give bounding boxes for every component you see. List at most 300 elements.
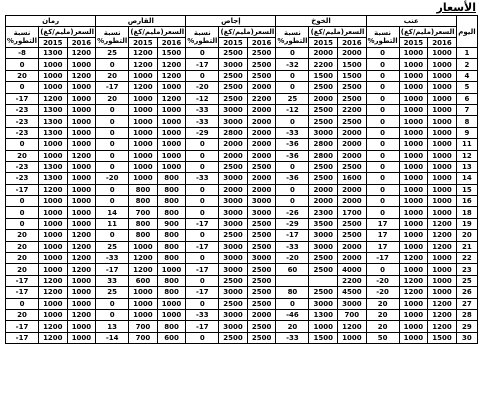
- growth-cell: -17: [186, 59, 219, 70]
- growth-cell: -20: [186, 82, 219, 93]
- price-2016-cell: 1000: [67, 173, 96, 184]
- price-column-header: السعر(مليم/كغ): [220, 28, 275, 36]
- price-2015-cell: 1000: [399, 309, 428, 320]
- price-2016-cell: 1200: [428, 218, 457, 229]
- day-cell: 25: [456, 275, 477, 286]
- price-2015-cell: 1200: [39, 184, 68, 195]
- price-2015-cell: 2500: [309, 287, 338, 298]
- price-2015-cell: 3000: [219, 59, 248, 70]
- day-cell: 1: [456, 48, 477, 59]
- growth-cell: 14: [96, 207, 129, 218]
- day-cell: 6: [456, 93, 477, 104]
- growth-cell: -29: [186, 127, 219, 138]
- table-row: [6, 104, 478, 115]
- growth-cell: -17: [186, 218, 219, 229]
- price-2016-cell: 1200: [67, 150, 96, 161]
- group-header: القارص: [96, 16, 186, 27]
- growth-header-line2: التطور%: [187, 37, 218, 45]
- table-row: [6, 82, 478, 93]
- price-2016-cell: 1000: [67, 196, 96, 207]
- price-2016-cell: 1200: [428, 230, 457, 241]
- growth-cell: -33: [276, 127, 309, 138]
- growth-cell: -23: [6, 116, 39, 127]
- day-cell: 14: [456, 173, 477, 184]
- table-row: [6, 207, 478, 218]
- growth-cell: 0: [96, 230, 129, 241]
- price-2016-cell: 3000: [247, 196, 276, 207]
- growth-cell: -17: [96, 82, 129, 93]
- growth-cell: -33: [96, 253, 129, 264]
- price-column-header: السعر(مليم/كغ): [130, 28, 185, 36]
- price-2015-cell: 1200: [39, 321, 68, 332]
- price-2016-cell: 2000: [247, 184, 276, 195]
- price-2015-cell: 1000: [39, 230, 68, 241]
- growth-cell: 13: [96, 321, 129, 332]
- price-2016-cell: 1000: [338, 332, 367, 343]
- price-2016-cell: 1000: [67, 104, 96, 115]
- price-2016-cell: 3000: [338, 298, 367, 309]
- price-2015-cell: 1000: [399, 48, 428, 59]
- price-2016-cell: 800: [157, 275, 186, 286]
- prices-table: [5, 15, 478, 344]
- price-2015-cell: 1000: [399, 93, 428, 104]
- price-2016-cell: 4000: [338, 264, 367, 275]
- price-2016-cell: 2500: [247, 218, 276, 229]
- price-2015-cell: 3000: [219, 241, 248, 252]
- growth-header-line1: نسبة: [374, 29, 392, 37]
- price-2015-cell: 800: [129, 218, 158, 229]
- price-2015-cell: 1000: [39, 196, 68, 207]
- price-2015-cell: 800: [129, 196, 158, 207]
- price-2016-cell: 1000: [428, 82, 457, 93]
- growth-cell: 20: [6, 230, 39, 241]
- price-2016-cell: 1000: [157, 309, 186, 320]
- price-2015-cell: 1000: [39, 82, 68, 93]
- growth-cell: 0: [366, 48, 399, 59]
- price-2015-cell: 1200: [129, 253, 158, 264]
- table-row: [6, 287, 478, 298]
- day-cell: 18: [456, 207, 477, 218]
- growth-cell: 17: [366, 230, 399, 241]
- price-2015-cell: 1000: [39, 150, 68, 161]
- growth-cell: 20: [276, 321, 309, 332]
- growth-cell: -33: [276, 241, 309, 252]
- price-2016-cell: 2200: [338, 104, 367, 115]
- table-row: [6, 116, 478, 127]
- growth-cell: 0: [366, 207, 399, 218]
- price-2015-cell: 2000: [309, 48, 338, 59]
- price-2015-cell: 3000: [219, 116, 248, 127]
- growth-cell: 0: [186, 207, 219, 218]
- price-2015-cell: 2000: [219, 139, 248, 150]
- subheader-row: [6, 27, 478, 38]
- price-2016-cell: 2500: [338, 161, 367, 172]
- price-2015-cell: 700: [129, 207, 158, 218]
- table-row: [6, 253, 478, 264]
- day-cell: 29: [456, 321, 477, 332]
- price-2016-cell: 1200: [67, 230, 96, 241]
- price-2016-cell: 2200: [338, 275, 367, 286]
- price-2015-cell: 2500: [219, 332, 248, 343]
- growth-cell: -33: [186, 116, 219, 127]
- growth-column-header: [276, 27, 309, 48]
- growth-cell: 0: [186, 275, 219, 286]
- table-header: [6, 16, 478, 48]
- price-2015-cell: 3000: [219, 253, 248, 264]
- price-2016-cell: 1000: [428, 287, 457, 298]
- day-cell: 23: [456, 264, 477, 275]
- price-2015-cell: 1000: [39, 70, 68, 81]
- price-2016-cell: 1000: [428, 59, 457, 70]
- growth-cell: -17: [6, 287, 39, 298]
- price-2016-cell: 800: [157, 241, 186, 252]
- price-2015-cell: 2500: [309, 104, 338, 115]
- price-2016-cell: 1000: [428, 48, 457, 59]
- price-2016-cell: 600: [157, 332, 186, 343]
- growth-column-header: [186, 27, 219, 48]
- price-2016-cell: 1000: [67, 139, 96, 150]
- day-cell: 16: [456, 196, 477, 207]
- price-2015-cell: 1000: [129, 287, 158, 298]
- day-cell: 7: [456, 104, 477, 115]
- growth-cell: 0: [276, 82, 309, 93]
- growth-cell: 0: [366, 127, 399, 138]
- price-2016-cell: 1000: [428, 139, 457, 150]
- price-2015-cell: 1000: [129, 116, 158, 127]
- year-header-row: [6, 38, 478, 48]
- growth-cell: 0: [276, 196, 309, 207]
- price-2015-cell: 2300: [309, 207, 338, 218]
- price-2015-cell: 1300: [39, 116, 68, 127]
- table-row: [6, 241, 478, 252]
- price-2015-cell: 2000: [309, 93, 338, 104]
- growth-cell: 0: [96, 150, 129, 161]
- price-2015-cell: 1000: [399, 82, 428, 93]
- price-2016-cell: 1000: [428, 150, 457, 161]
- price-2016-cell: 2000: [247, 116, 276, 127]
- price-2016-cell: 800: [157, 230, 186, 241]
- growth-cell: -17: [186, 264, 219, 275]
- price-2015-cell: 1200: [129, 59, 158, 70]
- price-2015-cell: 2800: [309, 139, 338, 150]
- price-2015-cell: 1000: [399, 184, 428, 195]
- year-2015-header: 2015: [129, 38, 158, 48]
- price-2016-cell: 800: [157, 321, 186, 332]
- price-2016-cell: 1000: [428, 173, 457, 184]
- price-2015-cell: 3000: [309, 241, 338, 252]
- price-2015-cell: 2800: [309, 150, 338, 161]
- growth-cell: 0: [366, 184, 399, 195]
- price-2016-cell: 1000: [67, 275, 96, 286]
- price-2015-cell: 3000: [219, 287, 248, 298]
- price-2015-cell: 1300: [39, 127, 68, 138]
- table-row: [6, 150, 478, 161]
- price-2015-cell: 1000: [39, 139, 68, 150]
- growth-cell: 0: [186, 298, 219, 309]
- price-2015-cell: 1000: [129, 241, 158, 252]
- day-cell: 22: [456, 253, 477, 264]
- price-2016-cell: 1500: [157, 48, 186, 59]
- group-header: إجاص: [186, 16, 276, 27]
- price-2015-cell: 1200: [39, 287, 68, 298]
- price-2016-cell: 1200: [428, 309, 457, 320]
- growth-cell: -12: [276, 104, 309, 115]
- price-2016-cell: 1200: [428, 241, 457, 252]
- price-2015-cell: 700: [129, 332, 158, 343]
- growth-cell: -14: [96, 332, 129, 343]
- day-cell: 9: [456, 127, 477, 138]
- price-2016-cell: 1000: [157, 161, 186, 172]
- price-2015-cell: 700: [129, 321, 158, 332]
- growth-cell: 17: [366, 241, 399, 252]
- price-2015-cell: 1000: [39, 309, 68, 320]
- price-2015-cell: 2500: [219, 298, 248, 309]
- price-2015-cell: 1200: [129, 82, 158, 93]
- growth-cell: -33: [186, 173, 219, 184]
- growth-cell: 0: [366, 264, 399, 275]
- growth-cell: 0: [96, 196, 129, 207]
- price-2015-cell: 2500: [309, 253, 338, 264]
- price-column-header: السعر(مليم/كغ): [310, 28, 365, 36]
- price-2016-cell: 2000: [338, 48, 367, 59]
- price-2015-cell: 800: [129, 230, 158, 241]
- price-2015-cell: 1000: [399, 196, 428, 207]
- growth-cell: 0: [366, 93, 399, 104]
- price-2016-cell: 1200: [428, 298, 457, 309]
- price-2015-cell: 2500: [219, 230, 248, 241]
- price-2016-cell: 1000: [428, 127, 457, 138]
- year-2016-header: 2016: [157, 38, 186, 48]
- price-2015-cell: 1000: [399, 241, 428, 252]
- table-row: [6, 48, 478, 59]
- price-2015-cell: 1300: [39, 104, 68, 115]
- price-2015-cell: 3000: [219, 321, 248, 332]
- growth-cell: 0: [366, 139, 399, 150]
- table-row: [6, 173, 478, 184]
- growth-cell: 0: [96, 309, 129, 320]
- growth-cell: 33: [96, 275, 129, 286]
- price-2016-cell: 2500: [247, 59, 276, 70]
- growth-cell: 0: [186, 48, 219, 59]
- price-2015-cell: 1000: [399, 264, 428, 275]
- price-2016-cell: 2500: [247, 275, 276, 286]
- day-cell: 21: [456, 241, 477, 252]
- growth-cell: 0: [276, 298, 309, 309]
- table-row: [6, 161, 478, 172]
- growth-header-line1: نسبة: [193, 29, 211, 37]
- price-2015-cell: 3000: [309, 298, 338, 309]
- day-cell: 12: [456, 150, 477, 161]
- price-2016-cell: 2000: [338, 150, 367, 161]
- growth-cell: -17: [6, 93, 39, 104]
- growth-cell: -20: [366, 287, 399, 298]
- price-2015-cell: 1200: [399, 275, 428, 286]
- price-2015-cell: 1000: [129, 150, 158, 161]
- growth-cell: 0: [186, 230, 219, 241]
- price-2016-cell: 1000: [428, 196, 457, 207]
- price-2015-cell: 2200: [309, 59, 338, 70]
- price-2016-cell: 4500: [338, 287, 367, 298]
- growth-cell: -26: [276, 207, 309, 218]
- price-2016-cell: 800: [157, 184, 186, 195]
- growth-cell: 20: [6, 70, 39, 81]
- price-2016-cell: 2000: [338, 253, 367, 264]
- price-2016-cell: 800: [157, 287, 186, 298]
- page-title: الأسعار: [436, 1, 476, 14]
- growth-cell: 20: [96, 93, 129, 104]
- price-2015-cell: 1000: [399, 70, 428, 81]
- growth-cell: 0: [276, 70, 309, 81]
- price-2016-cell: 2500: [247, 230, 276, 241]
- price-2016-cell: 1000: [157, 150, 186, 161]
- price-2015-cell: 1000: [399, 332, 428, 343]
- price-2015-cell: 1500: [309, 332, 338, 343]
- price-2016-cell: 1200: [338, 321, 367, 332]
- price-2015-cell: 3000: [309, 127, 338, 138]
- day-cell: 13: [456, 161, 477, 172]
- group-header-row: [6, 16, 478, 27]
- growth-column-header: [96, 27, 129, 48]
- year-2015-header: 2015: [399, 38, 428, 48]
- price-2016-cell: 1000: [157, 116, 186, 127]
- price-2016-cell: 2500: [338, 93, 367, 104]
- growth-cell: 0: [186, 150, 219, 161]
- growth-cell: 0: [6, 82, 39, 93]
- group-header: رمان: [6, 16, 96, 27]
- growth-cell: 60: [276, 264, 309, 275]
- day-cell: 19: [456, 218, 477, 229]
- growth-cell: -36: [276, 150, 309, 161]
- table-row: [6, 230, 478, 241]
- day-cell: 28: [456, 309, 477, 320]
- growth-cell: 20: [6, 309, 39, 320]
- price-2016-cell: 1500: [338, 59, 367, 70]
- price-2015-cell: [309, 275, 338, 286]
- year-2016-header: 2016: [67, 38, 96, 48]
- price-2016-cell: 1000: [428, 207, 457, 218]
- price-2015-cell: 1300: [39, 161, 68, 172]
- price-2016-cell: 800: [157, 196, 186, 207]
- price-2016-cell: 3000: [247, 207, 276, 218]
- growth-header-line2: التطور%: [277, 37, 308, 45]
- price-2015-cell: 1000: [129, 298, 158, 309]
- table-row: [6, 298, 478, 309]
- table-row: [6, 127, 478, 138]
- price-2015-cell: 1000: [399, 139, 428, 150]
- growth-cell: 17: [366, 218, 399, 229]
- growth-cell: 20: [366, 309, 399, 320]
- price-2015-cell: 2500: [219, 93, 248, 104]
- price-2015-cell: 1300: [309, 309, 338, 320]
- price-2016-cell: 1200: [157, 93, 186, 104]
- growth-cell: -36: [276, 139, 309, 150]
- growth-cell: -23: [6, 127, 39, 138]
- price-2015-cell: 1500: [309, 70, 338, 81]
- price-2016-cell: 1000: [157, 82, 186, 93]
- price-2016-cell: 1000: [67, 207, 96, 218]
- growth-header-line1: نسبة: [13, 29, 31, 37]
- price-2015-cell: 1000: [129, 93, 158, 104]
- price-2016-cell: 1200: [67, 253, 96, 264]
- growth-cell: -17: [6, 184, 39, 195]
- growth-cell: 25: [96, 287, 129, 298]
- table-row: [6, 93, 478, 104]
- day-cell: 30: [456, 332, 477, 343]
- growth-cell: -20: [366, 275, 399, 286]
- price-2016-cell: 2500: [247, 298, 276, 309]
- growth-header-line2: التطور%: [97, 37, 128, 45]
- growth-column-header: [6, 27, 39, 48]
- price-2016-cell: 1000: [157, 139, 186, 150]
- growth-cell: 0: [186, 70, 219, 81]
- price-2016-cell: 2500: [247, 70, 276, 81]
- price-2015-cell: 1000: [399, 218, 428, 229]
- price-2015-cell: 2500: [219, 70, 248, 81]
- price-2016-cell: 1000: [157, 127, 186, 138]
- growth-cell: 0: [6, 139, 39, 150]
- price-2015-cell: 2500: [219, 82, 248, 93]
- price-2015-cell: 1000: [399, 173, 428, 184]
- price-2016-cell: 1000: [428, 70, 457, 81]
- price-2016-cell: 1200: [67, 70, 96, 81]
- price-2016-cell: 1000: [157, 264, 186, 275]
- growth-cell: 0: [186, 139, 219, 150]
- growth-cell: 0: [366, 196, 399, 207]
- growth-cell: 0: [186, 196, 219, 207]
- table-row: [6, 70, 478, 81]
- day-cell: 8: [456, 116, 477, 127]
- growth-cell: 0: [186, 253, 219, 264]
- growth-cell: 0: [96, 59, 129, 70]
- day-cell: 27: [456, 298, 477, 309]
- year-2015-header: 2015: [309, 38, 338, 48]
- year-2016-header: 2016: [247, 38, 276, 48]
- price-2015-cell: 1200: [39, 275, 68, 286]
- price-2015-cell: 2500: [309, 264, 338, 275]
- price-2015-cell: 2500: [309, 173, 338, 184]
- growth-cell: 20: [6, 241, 39, 252]
- table-row: [6, 321, 478, 332]
- growth-cell: 0: [276, 184, 309, 195]
- day-cell: 15: [456, 184, 477, 195]
- price-2016-cell: 1000: [428, 253, 457, 264]
- price-2015-cell: 1200: [129, 48, 158, 59]
- price-2016-cell: 1000: [157, 298, 186, 309]
- price-2016-cell: 2500: [247, 264, 276, 275]
- growth-cell: 0: [6, 59, 39, 70]
- price-2016-cell: 2000: [247, 173, 276, 184]
- price-2016-cell: 2000: [247, 82, 276, 93]
- day-cell: 20: [456, 230, 477, 241]
- price-2016-cell: 2000: [338, 196, 367, 207]
- price-2015-cell: 1000: [129, 173, 158, 184]
- price-2015-cell: 2000: [219, 150, 248, 161]
- growth-cell: -46: [276, 309, 309, 320]
- price-2015-cell: 3000: [219, 104, 248, 115]
- price-2016-cell: 1000: [67, 184, 96, 195]
- price-2016-cell: 2000: [338, 127, 367, 138]
- growth-cell: 25: [96, 48, 129, 59]
- price-2016-cell: 800: [157, 207, 186, 218]
- price-2015-cell: 1000: [39, 298, 68, 309]
- price-2016-cell: 2500: [247, 241, 276, 252]
- growth-cell: 0: [96, 116, 129, 127]
- group-header: الخوخ: [276, 16, 366, 27]
- table-row: [6, 59, 478, 70]
- price-column-header: السعر(مليم/كغ): [400, 28, 455, 36]
- growth-cell: -20: [96, 173, 129, 184]
- price-2016-cell: 2500: [247, 48, 276, 59]
